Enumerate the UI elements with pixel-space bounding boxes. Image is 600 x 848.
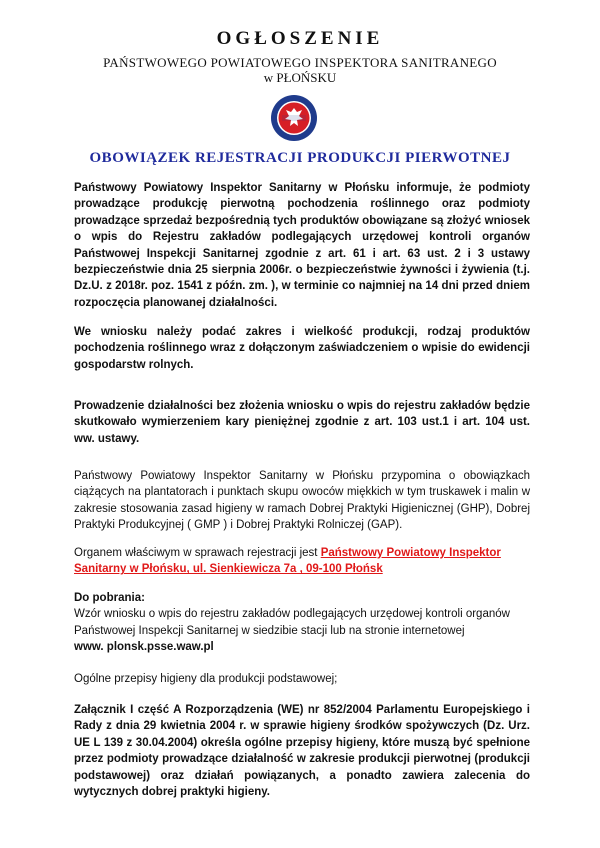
downloads-line1: Wzór wniosku o wpis do rejestru zakładów podlegających urzędowej kontroli organów (74, 608, 510, 621)
paragraph-registration-duty (74, 180, 530, 311)
paragraph-text: We wniosku należy podać zakres i wielkość produkcji, rodzaj produktów pochodzenia roślinnego wraz z dołączonym zaświadczeniem o wpisie do ewidencji gospodarstw rolnych. (74, 326, 530, 371)
paragraph-text: Ogólne przepisy higieny dla produkcji podstawowej; (74, 673, 338, 685)
paragraph-text: Państwowy Powiatowy Inspektor Sanitarny w Płońsku informuje, że podmioty prowadzące produkcję pierwotną pochodzenia roślinnego oraz podmioty prowadzące sprzedaż bezpośrednią tych produktów obowiązane są złożyć wniosek o wpis do Rejestru zakładów podlegających urzędowej kontroli organów Państwowej Inspekcji Sanitarnej zgodnie z art. 61 i art. 63 ust. 2 i 3 ustawy bezpieczeństwie dnia 25 sierpnia 2006r. o bezpieczeństwie żywności i żywienia (t.j. Dz.U. z 2018r. poz. 1541 z późn. zm. ), w terminie co najmniej na 14 dni przed dniem rozpoczęcia planowanej działalności. (74, 182, 530, 309)
paragraph-general-rules (74, 671, 530, 687)
paragraph-text (74, 545, 530, 578)
notice-heading: OBOWIĄZEK REJESTRACJI PRODUKCJI PIERWOTNEJ (89, 150, 511, 166)
paragraph-hygiene-reminder (74, 468, 530, 534)
sanepid-emblem-icon (270, 94, 318, 142)
website-url[interactable]: www. plonsk.psse.waw.pl (74, 641, 214, 654)
paragraph-penalty (74, 398, 530, 447)
downloads-line2: Państwowej Inspekcji Sanitarnej w siedzibie stacji lub na stronie internetowej (74, 624, 465, 637)
paragraph-competent-authority (74, 545, 530, 578)
issuer-location: w PŁOŃSKU (263, 70, 337, 85)
page-title: OGŁOSZENIE (216, 28, 384, 49)
paragraph-text: Państwowy Powiatowy Inspektor Sanitarny w Płońsku przypomina o obowiązkach ciążących na plantatorach i punktach skupu owoców miękkich w tym truskawek i malin w zakresie stosowania zasad higieny w ramach Dobrej Praktyki Higienicznej (GHP), Dobrej Praktyki Produkcyjnej ( GMP ) i Dobrej Praktyki Rolniczej (GAP). (74, 470, 530, 532)
authority-prefix: Organem właściwym w sprawach rejestracji jest (74, 547, 321, 559)
authority-link[interactable]: Państwowy Powiatowy Inspektor Sanitarny w Płońsku, ul. Sienkiewicza 7a , 09-100 Płońsk (74, 547, 501, 576)
paragraph-regulation (74, 702, 530, 800)
downloads-heading: Do pobrania: (74, 592, 145, 604)
paragraph-application-scope (74, 324, 530, 373)
paragraph-text: Załącznik I część A Rozporządzenia (WE) nr 852/2004 Parlamentu Europejskiego i Rady z dnia 29 kwietnia 2004 r. w sprawie higieny środków spożywczych (Dz. Urz. UE L 139 z 30.04.2004) określa ogólne przepisy higieny, które muszą być spełnione przez podmioty prowadzące działalność w zakresie produkcji pierwotnej (produkcji podstawowej) oraz działań powiązanych, a ponadto zawiera zalecenia do wytycznych dobrej praktyki higieny. (74, 704, 530, 799)
downloads-section (74, 590, 530, 656)
paragraph-text: Prowadzenie działalności bez złożenia wniosku o wpis do rejestru zakładów będzie skutkowało wymierzeniem kary pieniężnej zgodnie z art. 103 ust.1 i art. 104 ust. ww. ustawy. (74, 400, 530, 445)
issuer-line: PAŃSTWOWEGO POWIATOWEGO INSPEKTORA SANITRANEGO (103, 55, 497, 70)
